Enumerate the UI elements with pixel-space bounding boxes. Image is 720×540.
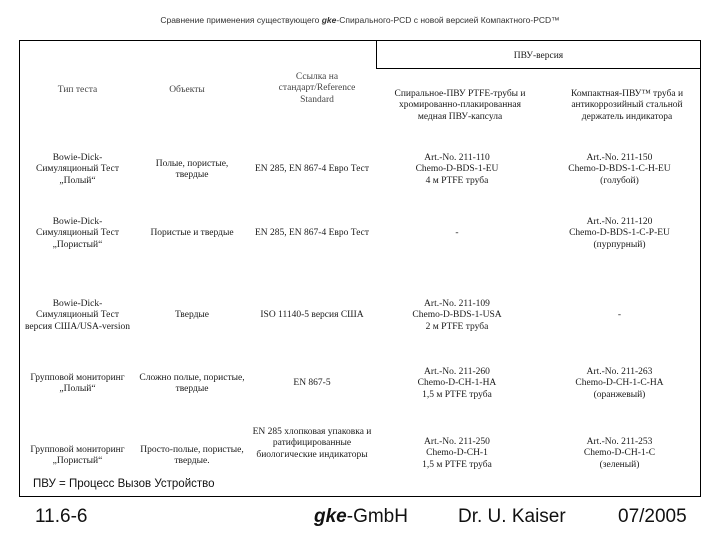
- row4-objects: Сложно полые, пористые, твердые: [139, 372, 245, 394]
- row1-objects: Полые, пористые, твердые: [155, 158, 229, 180]
- row1-test: Bowie-Dick-Симуляционый Тест „Полый“: [36, 152, 119, 186]
- row5-test: Групповой мониторинг „Пористый“: [30, 444, 125, 466]
- row3-compact: -: [617, 310, 622, 321]
- author-name: Dr. U. Kaiser: [458, 506, 566, 527]
- row1-spiral: Art.-No. 211-110 Chemo-D-BDS-1-EU 4 м PTFE труба: [415, 152, 499, 186]
- slide-number: 11.6-6: [35, 506, 88, 527]
- row4-compact: Art.-No. 211-263 Chemo-D-CH-1-C-HA (оранжевый): [575, 366, 664, 400]
- document-title: [0, 15, 720, 25]
- row3-spiral: Art.-No. 211-109 Chemo-D-BDS-1-USA 2 м PTFE труба: [412, 298, 502, 332]
- row1-standard: EN 285, EN 867-4 Евро Тест: [254, 164, 370, 175]
- row3-objects: Твердые: [174, 310, 210, 321]
- title-brand: gke: [321, 15, 337, 25]
- row4-test: Групповой мониторинг „Полый“: [30, 372, 125, 394]
- pvu-abbreviation-note: ПВУ = Процесс Вызов Устройство: [33, 478, 215, 490]
- header-compact-pvu: Компактная-ПВУ™ труба и антикоррозийный стальной держатель индикатора: [570, 88, 684, 122]
- row2-standard: EN 285, EN 867-4 Евро Тест: [254, 228, 370, 239]
- company-name: gke-GmbH: [314, 506, 408, 527]
- pvu-version-header: ПВУ-версия: [513, 51, 564, 61]
- title-text-before: Сравнение применения существующего: [160, 15, 322, 25]
- row4-spiral: Art.-No. 211-260 Chemo-D-CH-1-HA 1,5 м PTFE труба: [417, 366, 497, 400]
- document-date: 07/2005: [618, 506, 687, 527]
- row1-compact: Art.-No. 211-150 Chemo-D-BDS-1-C-H-EU (голубой): [568, 152, 671, 186]
- row2-compact: Art.-No. 211-120 Chemo-D-BDS-1-C-P-EU (пурпурный): [569, 216, 670, 250]
- header-standard: Ссылка на стандарт/Reference Standard: [278, 71, 356, 105]
- row3-test: Bowie-Dick-Симуляционый Тест версия США/USA-version: [25, 298, 130, 332]
- row2-spiral: -: [455, 228, 459, 239]
- header-spiral-pvu: Спиральное-ПВУ PTFE-трубы и хромированно-плакированная медная ПВУ-капсула: [394, 88, 526, 122]
- header-test-type: Тип теста: [57, 85, 98, 96]
- row2-objects: Пористые и твердые: [150, 228, 234, 239]
- row5-objects: Просто-полые, пористые, твердые.: [140, 444, 244, 466]
- row5-spiral: Art.-No. 211-250 Chemo-D-CH-1 1,5 м PTFE труба: [422, 436, 492, 470]
- row4-standard: EN 867-5: [293, 378, 331, 389]
- header-objects: Объекты: [169, 85, 205, 96]
- row3-standard: ISO 11140-5 версия США: [260, 310, 364, 321]
- row5-compact: Art.-No. 211-253 Chemo-D-CH-1-C (зеленый): [583, 436, 656, 470]
- title-text-after: -Спирального-PCD с новой версией Компактного-PCD™: [336, 15, 560, 25]
- row5-standard: EN 285 хлопковая упаковка и ратифицированные биологические индикаторы: [252, 426, 372, 460]
- row2-test: Bowie-Dick-Симуляционый Тест „Пористый“: [36, 216, 119, 250]
